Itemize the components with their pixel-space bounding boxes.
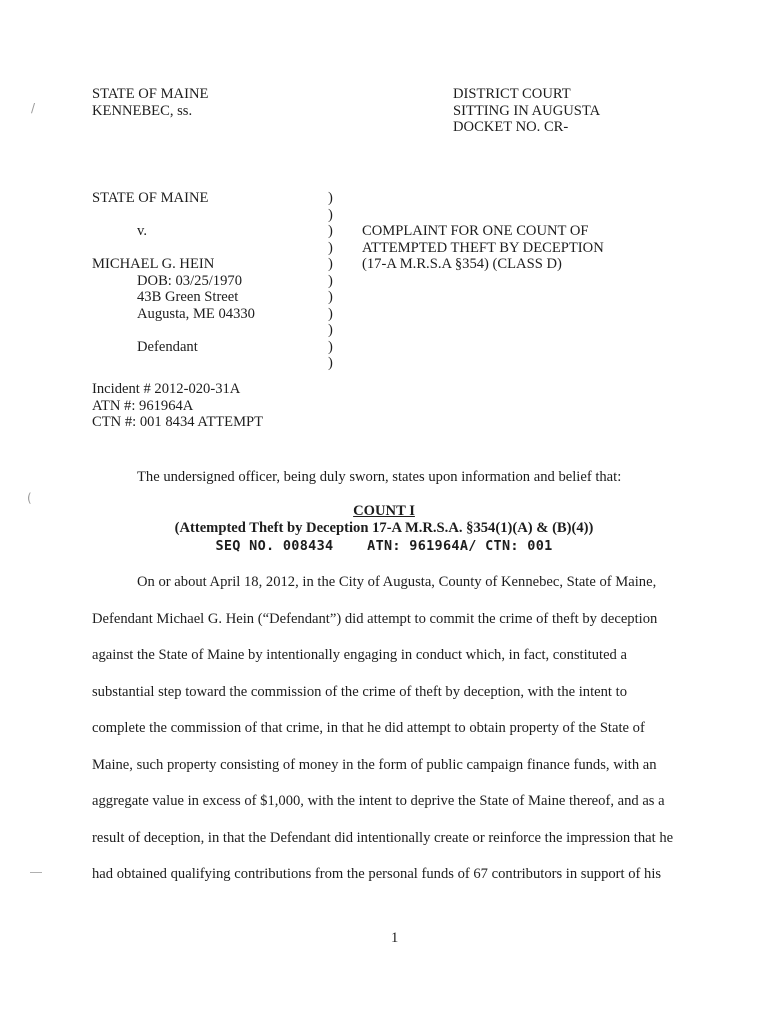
plaintiff-name: STATE OF MAINE <box>92 190 209 206</box>
intro-statement <box>137 469 621 486</box>
blank-line <box>92 322 255 339</box>
scan-mark: ( <box>27 491 32 505</box>
count-title: COUNT I <box>353 503 415 519</box>
paren: ) <box>328 223 333 239</box>
body-paragraph <box>92 574 692 903</box>
defendant-street: 43B Green Street <box>137 289 239 305</box>
defendant-name: MICHAEL G. HEIN <box>92 256 215 272</box>
scan-mark: / <box>31 101 36 115</box>
blank-line <box>92 240 255 257</box>
caption-parentheses <box>328 190 333 372</box>
versus-text: v. <box>137 223 147 239</box>
page-number: 1 <box>391 930 399 946</box>
defendant-city: Augusta, ME 04330 <box>137 305 255 322</box>
atn-number: ATN #: 961964A <box>92 397 194 414</box>
complaint-title-line: COMPLAINT FOR ONE COUNT OF <box>362 223 589 239</box>
body-line: complete the commission of that crime, in that he did attempt to obtain property of the State of <box>92 720 645 736</box>
caption-court: DISTRICT COURT <box>453 86 571 102</box>
paren: ) <box>328 322 333 338</box>
caption-left <box>92 86 208 119</box>
case-identifiers <box>92 381 263 431</box>
paren: ) <box>328 256 333 272</box>
ctn-number: CTN #: 001 8434 ATTEMPT <box>92 414 264 430</box>
caption-location: SITTING IN AUGUSTA <box>453 102 601 119</box>
caption-state: STATE OF MAINE <box>92 86 209 102</box>
body-line: had obtained qualifying contributions from the personal funds of 67 contributors in support of his <box>92 866 662 882</box>
body-line: aggregate value in excess of $1,000, with the intent to deprive the State of Maine thereof, and as a <box>92 793 665 809</box>
paren: ) <box>328 272 333 289</box>
paren: ) <box>328 305 333 322</box>
paren: ) <box>328 206 333 223</box>
body-line: Maine, such property consisting of money in the form of public campaign finance funds, with an <box>92 756 657 773</box>
paren: ) <box>328 190 333 206</box>
defendant-dob: DOB: 03/25/1970 <box>137 272 242 289</box>
intro-text: The undersigned officer, being duly sworn, states upon information and belief that: <box>137 469 622 485</box>
paren: ) <box>328 239 333 256</box>
body-line: against the State of Maine by intentionally engaging in conduct which, in fact, constituted a <box>92 647 627 663</box>
paren: ) <box>328 355 333 371</box>
incident-number: Incident # 2012-020-31A <box>92 381 241 397</box>
count-seq <box>0 538 768 555</box>
complaint-title <box>362 223 604 273</box>
paren: ) <box>328 338 333 355</box>
body-line: Defendant Michael G. Hein (“Defendant”) did attempt to commit the crime of theft by deception <box>92 610 658 627</box>
parties-block <box>92 190 255 355</box>
scan-mark <box>30 872 42 873</box>
body-line: On or about April 18, 2012, in the City of Augusta, County of Kennebec, State of Maine, <box>137 574 657 590</box>
count-seq-text: SEQ NO. 008434 ATN: 961964A/ CTN: 001 <box>215 538 553 554</box>
body-line: result of deception, in that the Defendant did intentionally create or reinforce the impression that he <box>92 829 674 846</box>
count-subtitle: (Attempted Theft by Deception 17-A M.R.S.A. §354(1)(A) & (B)(4)) <box>174 520 594 536</box>
caption-right <box>453 86 600 136</box>
blank-line <box>92 207 255 224</box>
caption-docket: DOCKET NO. CR- <box>453 119 569 135</box>
paren: ) <box>328 289 333 305</box>
caption-county: KENNEBEC, ss. <box>92 102 193 119</box>
defendant-label: Defendant <box>137 338 198 355</box>
body-line: substantial step toward the commission of the crime of theft by deception, with the intent to <box>92 683 627 700</box>
complaint-title-line: ATTEMPTED THEFT BY DECEPTION <box>362 239 604 256</box>
complaint-title-line: (17-A M.R.S.A §354) (CLASS D) <box>362 256 562 272</box>
